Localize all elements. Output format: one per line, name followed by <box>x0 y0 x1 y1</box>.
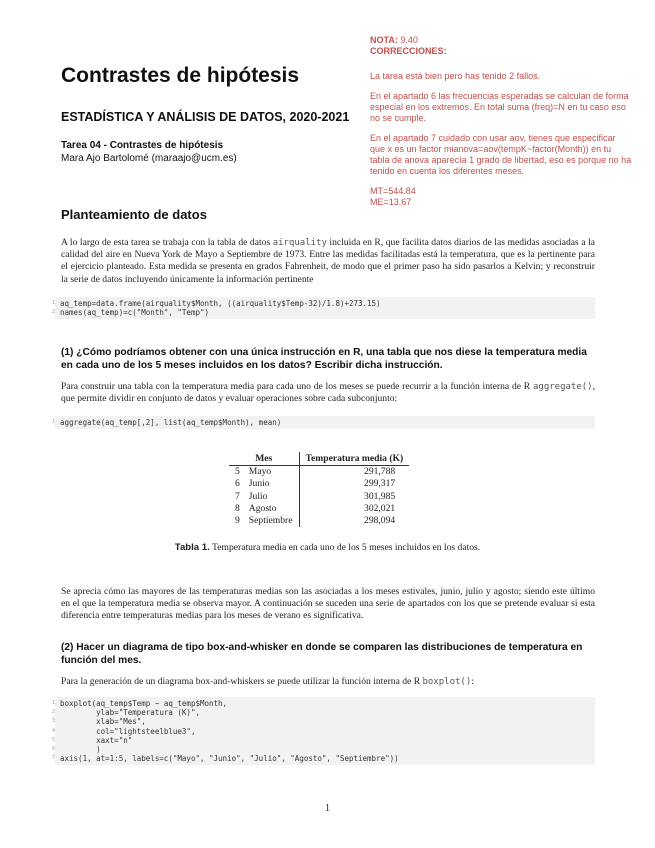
code-line: 3 xlab="Mes", <box>52 717 146 727</box>
table-row: 5 Mayo 291,788 <box>235 466 396 477</box>
task-title: Tarea 04 - Contrastes de hipótesis <box>61 140 224 151</box>
inline-code: aggregate() <box>532 382 593 392</box>
code-line: 1 aggregate(aq_temp[,2], list(aq_temp$Month), mean) <box>52 418 282 427</box>
question-paragraph: Para construir una tabla con la temperatura media para cada uno de los meses se puede recurrir a la función interna de R aggregate(), que permite dividir en conjunto de datos y evaluar operaciones sobre cada subconjunto: <box>61 381 595 405</box>
section-heading: Planteamiento de datos <box>61 207 207 222</box>
document-title: Contrastes de hipótesis <box>61 64 300 87</box>
corrections-label: CORRECCIONES: <box>370 46 447 56</box>
analysis-paragraph: Se aprecia cómo las mayores de las temperaturas medias son las asociadas a los meses estivales, junio, julio y agosto; siendo este último en el que la temperatura media se observa mayor. A continuación se suceden una serie de apartados con los que se pretende evaluar si esta diferencia entre temperaturas medias para los meses de verano es significativa. <box>61 586 595 622</box>
code-line: 1 boxplot(aq_temp$Temp ~ aq_temp$Month, <box>52 699 228 708</box>
table-caption: Tabla 1. Temperatura media en cada uno de los 5 meses incluidos en los datos. <box>174 542 481 553</box>
table-row: 9 Septiembre 298,094 <box>235 515 396 527</box>
code-line: 4 col="lightsteelblue3", <box>52 726 196 736</box>
code-line: 5 xaxt="n" <box>52 735 133 745</box>
table-header: Temperatura media (K) <box>299 452 409 466</box>
table-row: 8 Agosto 302,021 <box>235 502 396 514</box>
grade-label: NOTA: <box>370 35 398 45</box>
section-paragraph: A lo largo de esta tarea se trabaja con la tabla de datos airquality incluida en R, que facilita datos diarios de las medidas asociadas a la calidad del aire en Nueva York de Mayo a Septiembre de 1973. Entre las medidas facilitadas está la temperatura, que es la pertinente para el ejercicio planteado. Esta medida se presenta en grados Fahrenheit, de modo que el primer paso ha sido pasarlos a Kelvin; y reconstruir la serie de datos incluyendo únicamente la información pertinente <box>61 237 595 285</box>
code-line: 2 ylab="Temperatura (K)", <box>52 708 200 718</box>
code-block <box>52 416 595 429</box>
review-comment: En el apartado 6 las frecuencias esperadas se calculan de forma especial en los extremos. En total suma (freq)=N en tu caso eso no se cumple. <box>370 91 629 123</box>
inline-code: boxplot() <box>422 677 472 687</box>
grade-value: 9.40 <box>400 35 418 45</box>
author-line: Mara Ajo Bartolomé (maraajo@ucm.es) <box>61 153 237 164</box>
code-line: 6 ) <box>52 745 101 755</box>
review-me: ME=13.67 <box>370 197 412 207</box>
review-comment: En el apartado 7 cuidado con usar aov, tienes que especificar que x es un factor mianova=aov(tempK~factor(Month)) en tu tabla de anova aparecía 1 grado de libertad, eso es porque no ha tenido en cuenta los diferentes meses. <box>370 133 632 176</box>
question-paragraph: Para la generación de un diagrama box-and-whiskers se puede utilizar la función interna de R boxplot(): <box>61 676 474 687</box>
table-row: 6 Junio 299,317 <box>235 478 396 490</box>
table-row: 7 Julio 301,985 <box>235 490 396 502</box>
code-line: 7 axis(1, at=1:5, labels=c("Mayo", "Junio", "Julio", "Agosto", "Septiembre")) <box>52 754 399 764</box>
results-table <box>229 452 409 527</box>
code-block <box>52 697 595 765</box>
question-heading: (1) ¿Cómo podríamos obtener con una única instrucción en R, una tabla que nos diese la temperatura media en cada uno de los 5 meses incluidos en los datos? Escribir dicha instrucción. <box>61 347 587 371</box>
code-block <box>52 297 595 319</box>
code-line: 1 aq_temp=data.frame(airquality$Month, ((airquality$Temp-32)/1.8)+273.15) <box>52 299 381 308</box>
inline-code: airquality <box>272 238 327 248</box>
course-name: ESTADÍSTICA Y ANÁLISIS DE DATOS, 2020-2021 <box>61 110 350 124</box>
question-heading: (2) Hacer un diagrama de tipo box-and-whisker en donde se comparen las distribuciones de temperatura en función del mes. <box>61 642 583 666</box>
review-notes <box>370 35 632 208</box>
table-header: Mes <box>229 452 299 466</box>
page-number: 1 <box>325 803 330 814</box>
review-mt: MT=544.84 <box>370 186 416 196</box>
review-comment: La tarea está bien pero has tenido 2 fallos. <box>370 71 541 81</box>
code-line: 2 names(aq_temp)=c("Month", "Temp") <box>52 308 210 318</box>
